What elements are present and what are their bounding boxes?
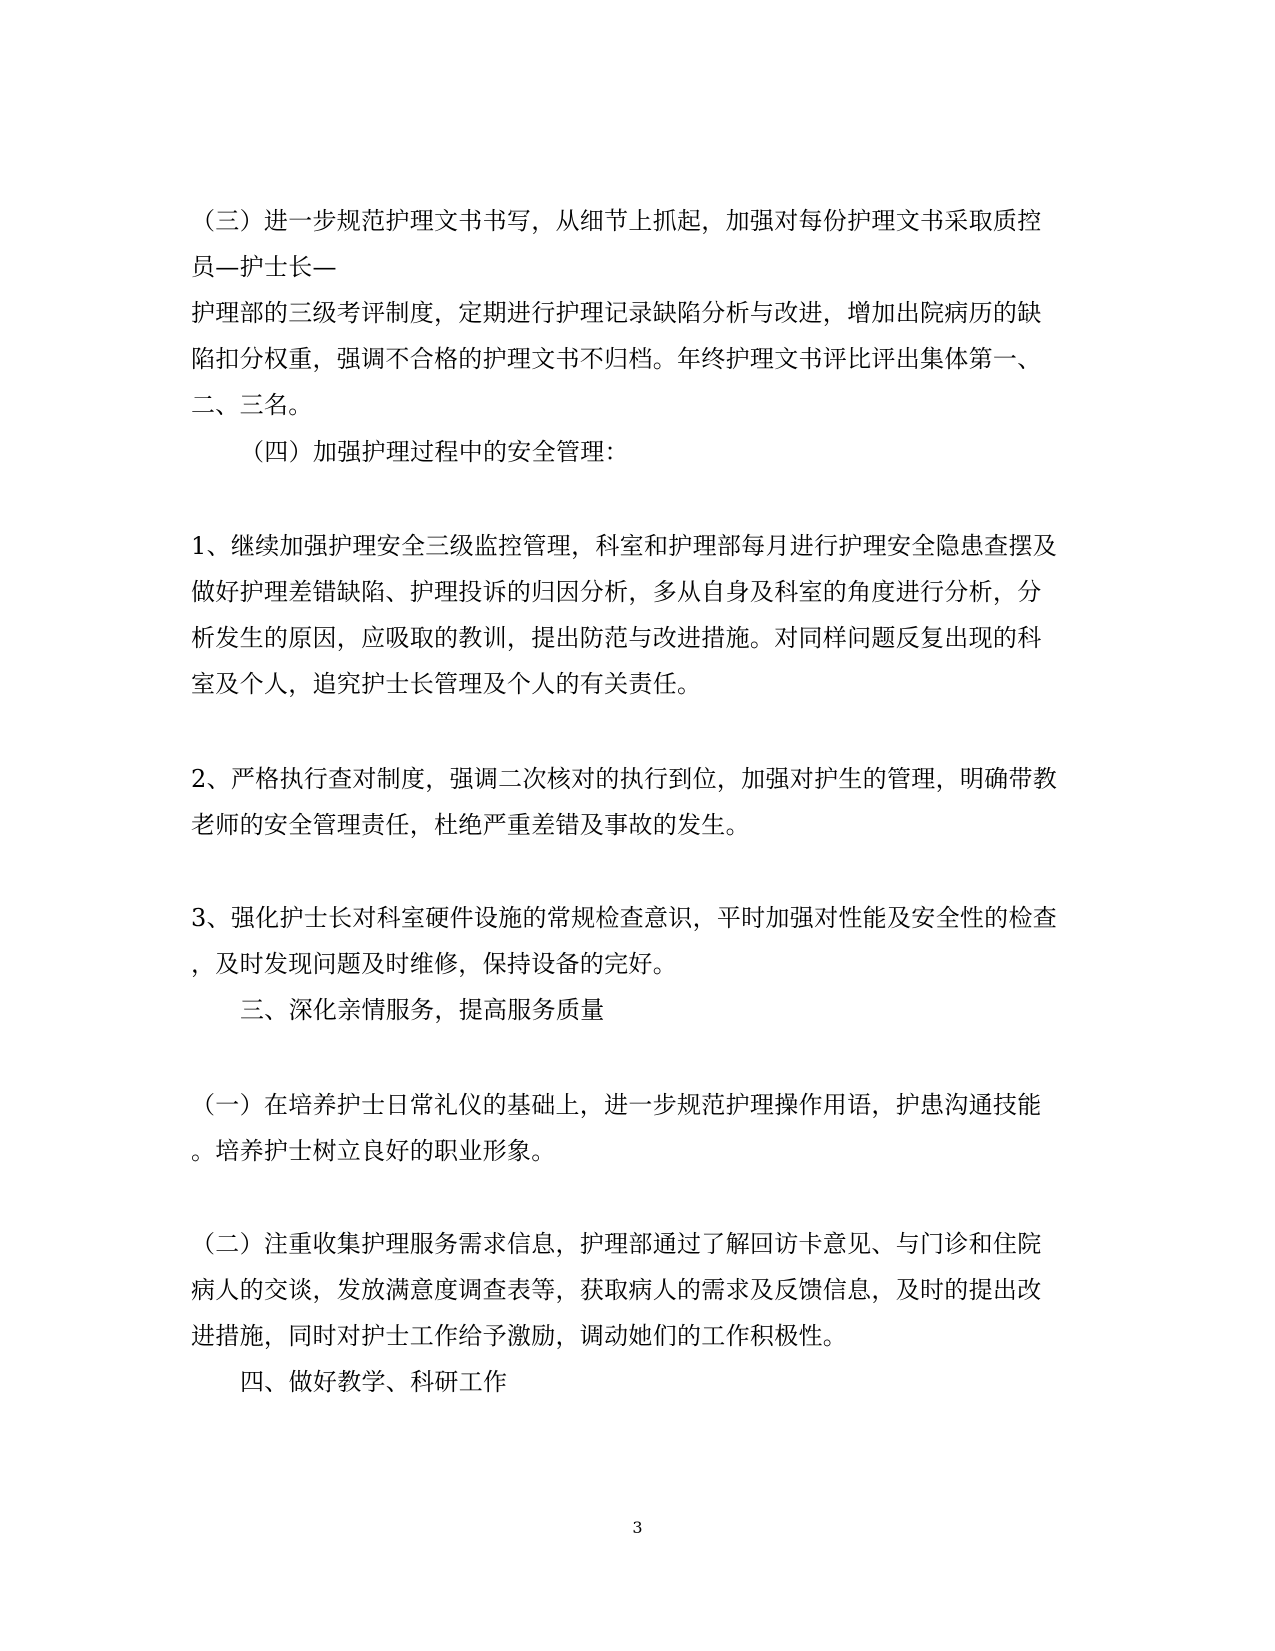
- paragraph-line: 。培养护士树立良好的职业形象。: [191, 1137, 556, 1165]
- page-number: 3: [632, 1518, 643, 1537]
- paragraph-line: 员—护士长—: [191, 253, 337, 281]
- paragraph-line: 陷扣分权重，强调不合格的护理文书不归档。年终护理文书评比评出集体第一、: [191, 345, 1042, 373]
- paragraph-line: ，及时发现问题及时维修，保持设备的完好。: [191, 950, 677, 978]
- paragraph-line: 2、严格执行查对制度，强调二次核对的执行到位，加强对护生的管理，明确带教: [191, 765, 1058, 793]
- paragraph-line: （三）进一步规范护理文书书写，从细节上抓起，加强对每份护理文书采取质控: [191, 207, 1042, 235]
- paragraph-line: 护理部的三级考评制度，定期进行护理记录缺陷分析与改进，增加出院病历的缺: [191, 299, 1042, 327]
- paragraph-line: 病人的交谈，发放满意度调查表等，获取病人的需求及反馈信息，及时的提出改: [191, 1276, 1042, 1304]
- paragraph-line: 做好护理差错缺陷、护理投诉的归因分析，多从自身及科室的角度进行分析，分: [191, 578, 1042, 606]
- paragraph-line: 二、三名。: [191, 391, 313, 419]
- paragraph-line: 室及个人，追究护士长管理及个人的有关责任。: [191, 670, 702, 698]
- paragraph-line: 1、继续加强护理安全三级监控管理，科室和护理部每月进行护理安全隐患查摆及: [191, 532, 1058, 560]
- section-heading: 三、深化亲情服务，提高服务质量: [240, 996, 605, 1024]
- paragraph-line: 3、强化护士长对科室硬件设施的常规检查意识，平时加强对性能及安全性的检查: [191, 904, 1058, 932]
- paragraph-line: （一）在培养护士日常礼仪的基础上，进一步规范护理操作用语，护患沟通技能: [191, 1091, 1042, 1119]
- section-heading: 四、做好教学、科研工作: [240, 1368, 508, 1396]
- paragraph-line: 老师的安全管理责任，杜绝严重差错及事故的发生。: [191, 811, 750, 839]
- paragraph-line: 析发生的原因，应吸取的教训，提出防范与改进措施。对同样问题反复出现的科: [191, 624, 1042, 652]
- paragraph-line: 进措施，同时对护士工作给予激励，调动她们的工作积极性。: [191, 1322, 848, 1350]
- section-heading: （四）加强护理过程中的安全管理：: [240, 438, 629, 466]
- paragraph-line: （二）注重收集护理服务需求信息，护理部通过了解回访卡意见、与门诊和住院: [191, 1230, 1042, 1258]
